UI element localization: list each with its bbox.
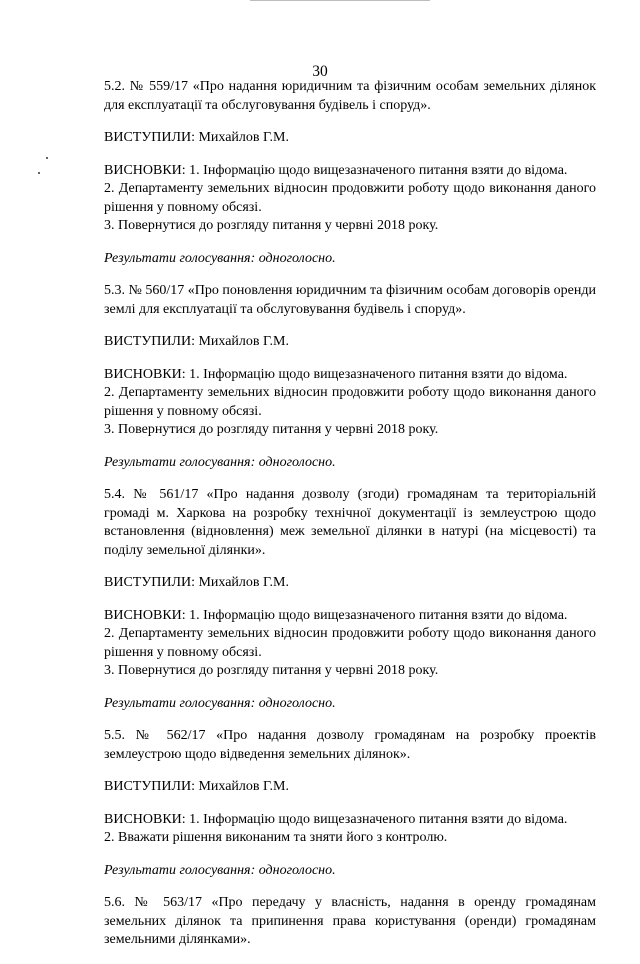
speakers-line: ВИСТУПИЛИ: Михайлов Г.М. — [104, 130, 289, 145]
agenda-item-5-3 — [104, 282, 596, 472]
conclusion-line: ВИСНОВКИ: 1. Інформацію щодо вищезазначеного питання взяти до відома. — [104, 607, 568, 623]
speakers-line: ВИСТУПИЛИ: Михайлов Г.М. — [104, 779, 289, 794]
conclusion-line: ВИСНОВКИ: 1. Інформацію щодо вищезазначеного питання взяти до відома. — [104, 811, 568, 827]
document-body — [104, 78, 596, 964]
voting-results: Результати голосування: одноголосно. — [104, 862, 336, 878]
agenda-item-heading: 5.4. № 561/17 «Про надання дозволу (згоди) громадянам та територіальній громаді м. Харкова на розробку технічної документації із землеустрою щодо встановлення (відновлення) меж земельної ділянки в натурі (на місцевості) та поділу земельної ділянки». — [104, 487, 596, 558]
conclusion-line: 2. Вважати рішення виконаним та зняти його з контролю. — [104, 830, 448, 845]
page-number: 30 — [312, 63, 328, 80]
conclusions-block — [104, 811, 596, 848]
conclusion-line: 3. Повернутися до розгляду питання у червні 2018 року. — [104, 422, 439, 437]
voting-results: Результати голосування: одноголосно. — [104, 695, 336, 711]
conclusion-line: 3. Повернутися до розгляду питання у червні 2018 року. — [104, 218, 439, 233]
agenda-item-heading: 5.6. № 563/17 «Про передачу у власність, надання в оренду громадянам земельних ділянок та припинення права користування (оренди) громадянам земельними ділянками». — [104, 895, 596, 947]
voting-results: Результати голосування: одноголосно. — [104, 454, 336, 470]
speakers-line: ВИСТУПИЛИ: Михайлов Г.М. — [104, 575, 289, 590]
conclusion-line: 3. Повернутися до розгляду питання у червні 2018 року. — [104, 663, 439, 678]
voting-results: Результати голосування: одноголосно. — [104, 250, 336, 266]
agenda-item-heading: 5.3. № 560/17 «Про поновлення юридичним та фізичним особам договорів оренди землі для експлуатації та обслуговування будівель і споруд». — [104, 283, 596, 317]
agenda-item-heading: 5.2. № 559/17 «Про надання юридичним та фізичним особам земельних ділянок для експлуатації та обслуговування будівель і споруд». — [104, 79, 596, 113]
conclusion-line: 2. Департаменту земельних відносин продовжити роботу щодо виконання даного рішення у повному обсязі. — [104, 626, 596, 660]
scan-speck — [46, 157, 48, 159]
top-edge-rule — [250, 0, 430, 1]
conclusions-block — [104, 607, 596, 681]
speakers-line: ВИСТУПИЛИ: Михайлов Г.М. — [104, 334, 289, 349]
agenda-item-5-5 — [104, 727, 596, 880]
conclusion-line: 2. Департаменту земельних відносин продовжити роботу щодо виконання даного рішення у повному обсязі. — [104, 181, 596, 215]
conclusion-line: ВИСНОВКИ: 1. Інформацію щодо вищезазначеного питання взяти до відома. — [104, 366, 568, 382]
conclusion-line: 2. Департаменту земельних відносин продовжити роботу щодо виконання даного рішення у повному обсязі. — [104, 385, 596, 419]
conclusions-block — [104, 366, 596, 440]
conclusions-block — [104, 162, 596, 236]
scan-speck — [38, 172, 40, 174]
agenda-item-5-4 — [104, 486, 596, 713]
conclusion-line: ВИСНОВКИ: 1. Інформацію щодо вищезазначеного питання взяти до відома. — [104, 162, 568, 178]
agenda-item-5-6 — [104, 894, 596, 950]
agenda-item-5-2 — [104, 78, 596, 268]
agenda-item-heading: 5.5. № 562/17 «Про надання дозволу громадянам на розробку проектів землеустрою щодо відведення земельних ділянок». — [104, 728, 596, 762]
